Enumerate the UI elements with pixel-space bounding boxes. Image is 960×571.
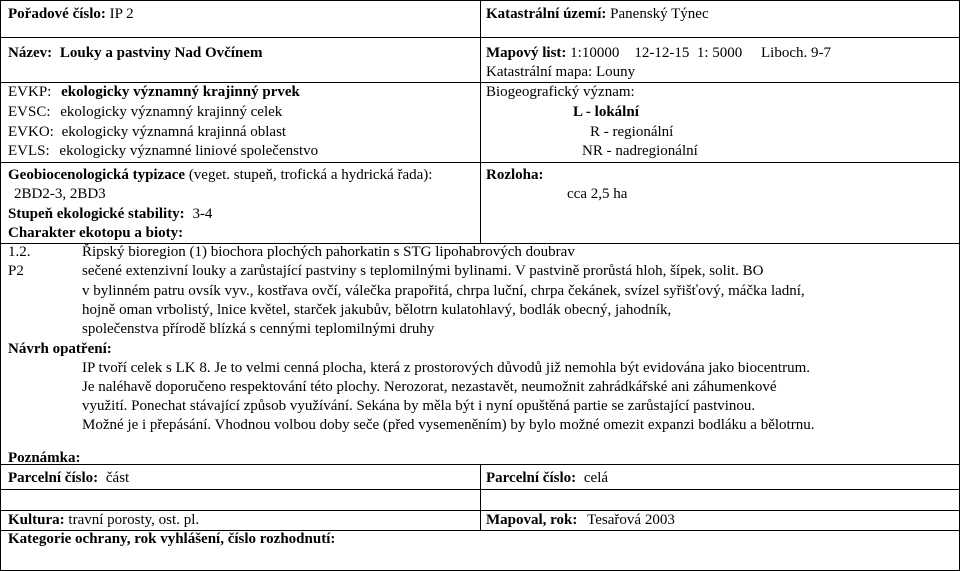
rozloha-value: cca 2,5 ha xyxy=(567,186,628,202)
typizace-value: 2BD2-3, 2BD3 xyxy=(14,186,106,202)
nazev-value: Louky a pastviny Nad Ovčínem xyxy=(59,45,263,61)
evkp-row xyxy=(8,83,300,101)
evls-label: EVLS: xyxy=(8,143,50,159)
charakter-line-1: Řipský bioregion (1) biochora plochých pahorkatin s STG lipohabrových doubrav xyxy=(82,244,575,260)
navrh-label: Návrh opatření: xyxy=(8,341,112,357)
bio-lokalni: L - lokální xyxy=(573,104,639,120)
evsc-value: ekologicky významný krajinný celek xyxy=(60,104,283,120)
evkp-value: ekologicky významný krajinný prvek xyxy=(61,84,300,100)
katastralni-value: Panenský Týnec xyxy=(610,6,709,22)
katastralni-mapa: Katastrální mapa: Louny xyxy=(486,64,636,80)
evko-label: EVKO: xyxy=(8,124,54,140)
bio-nadregionalni: NR - nadregionální xyxy=(582,143,698,159)
mapoval-row xyxy=(486,511,675,529)
nazev xyxy=(8,44,262,62)
evls-value: ekologicky významné liniové společenstvo xyxy=(59,143,319,159)
mapoval-label: Mapoval, rok: xyxy=(486,512,578,528)
evko-value: ekologicky významná krajinná oblast xyxy=(61,124,287,140)
charakter-line-5: společenstva přírodě blízká s cennými teplomilnými druhy xyxy=(82,321,435,337)
kultura-label: Kultura: xyxy=(8,512,65,528)
kultura-row xyxy=(8,511,199,529)
typizace-row xyxy=(8,166,432,184)
kultura-value: travní porosty, ost. pl. xyxy=(68,512,200,528)
parcelni-right-value: celá xyxy=(583,470,609,486)
charakter-label: Charakter ekotopu a bioty: xyxy=(8,225,184,241)
charakter-line-3: v bylinném patru ovsík vyv., kostřava ovčí, válečka prapořitá, chrpa luční, chrpa čekánek, svízel syřišťový, máčka ladní, xyxy=(82,283,805,299)
stabilita-value: 3-4 xyxy=(192,206,213,222)
navrh-line-2: Je naléhavě doporučeno respektování této plochy. Nerozorat, nezastavět, neumožnit zahrádkářské ani záhumenkové xyxy=(82,379,777,395)
parcelni-left xyxy=(8,469,129,487)
charakter-code-1: 1.2. xyxy=(8,244,31,260)
poradove-cislo xyxy=(8,5,134,23)
parcelni-right-label: Parcelní číslo: xyxy=(486,470,577,486)
bio-title: Biogeografický význam: xyxy=(486,84,635,100)
column-divider xyxy=(480,0,481,243)
parcelni-left-label: Parcelní číslo: xyxy=(8,470,99,486)
mapovy-value: 1:10000 12-12-15 1: 5000 Liboch. 9-7 xyxy=(570,45,831,61)
bio-regionalni: R - regionální xyxy=(590,124,674,140)
parcelni-left-value: část xyxy=(105,470,130,486)
column-divider xyxy=(480,510,481,530)
charakter-line-4: hojně oman vrbolistý, lnice květel, starček jakubův, bělotrn kulatohlavý, bodlák obecný, jahodník, xyxy=(82,302,672,318)
navrh-line-4: Možné je i přepásání. Vhodnou volbou doby seče (před vysemeněním) by bylo možné omezit expanzi bodláku a bělotrnu. xyxy=(82,417,815,433)
charakter-line-2: sečené extenzivní louky a zarůstající pastviny s teplomilnými bylinami. V pastvině prorůstá hloh, šípek, solit. BO xyxy=(82,263,764,279)
kategorie-label: Kategorie ochrany, rok vyhlášení, číslo rozhodnutí: xyxy=(8,531,336,547)
nazev-label: Název: xyxy=(8,45,53,61)
evkp-label: EVKP: xyxy=(8,84,52,100)
katastralni-uzemi xyxy=(486,5,709,23)
evsc-label: EVSC: xyxy=(8,104,51,120)
katastralni-label: Katastrální území: xyxy=(486,6,607,22)
evsc-row xyxy=(8,103,282,121)
rozloha-label: Rozloha: xyxy=(486,167,544,183)
evko-row xyxy=(8,123,286,141)
poradove-label: Pořadové číslo: xyxy=(8,6,106,22)
mapovy-label: Mapový list: xyxy=(486,45,567,61)
parcelni-right xyxy=(486,469,608,487)
typizace-note: (veget. stupeň, trofická a hydrická řada): xyxy=(188,167,433,183)
stabilita-label: Stupeň ekologické stability: xyxy=(8,206,185,222)
poznamka-label: Poznámka: xyxy=(8,450,81,466)
typizace-label: Geobiocenologická typizace xyxy=(8,167,186,183)
stabilita-row xyxy=(8,205,212,223)
navrh-line-3: využití. Ponechat stávající způsob využívání. Sekána by měla být i nyní opuštěná partie se zarůstající pastvinou. xyxy=(82,398,756,414)
mapovy-list xyxy=(486,44,831,62)
charakter-code-2: P2 xyxy=(8,263,24,279)
evls-row xyxy=(8,142,318,160)
column-divider xyxy=(480,464,481,510)
navrh-line-1: IP tvoří celek s LK 8. Je to velmi cenná plocha, která z prostorových důvodů již nemohla být evidována jako biocentrum. xyxy=(82,360,810,376)
mapoval-value: Tesařová 2003 xyxy=(587,512,675,528)
poradove-value: IP 2 xyxy=(109,6,134,22)
